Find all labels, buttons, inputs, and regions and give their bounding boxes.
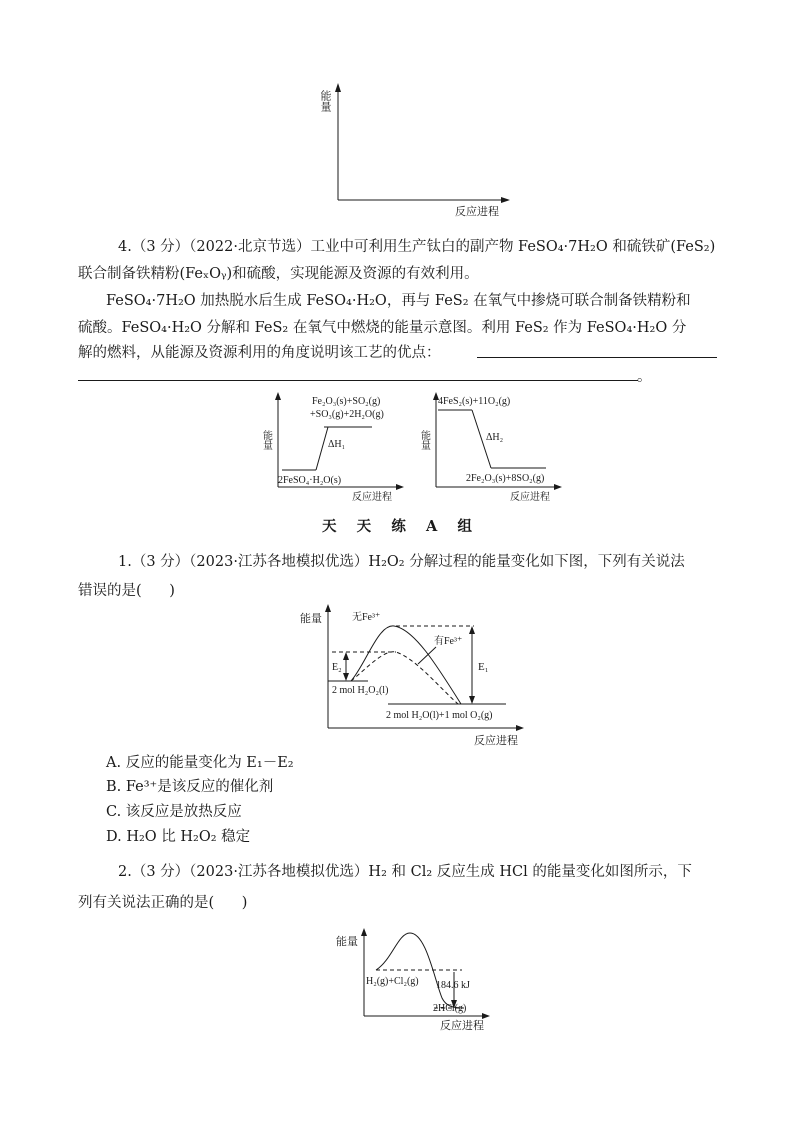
x-axis-arrow [482, 1013, 490, 1019]
q1-line1: 1.（3 分）（2023·江苏各地模拟优选）H₂O₂ 分解过程的能量变化如下图，下列有关说法 [118, 554, 685, 570]
q4-line1 [118, 236, 715, 258]
y-axis-label: 能量 [300, 613, 322, 625]
e2-arrowhead-bottom [343, 673, 349, 681]
q4-answer-blank-1[interactable] [477, 357, 717, 358]
product-label: 2 mol H₂O(l)+1 mol O₂(g) [386, 710, 493, 721]
q1-line2: 错误的是( ) [78, 583, 175, 599]
delta-h-label: 184.6 kJ [436, 980, 470, 991]
q4-meta: （3 分）（2022·北京节选） [131, 239, 311, 255]
x-axis-label: 反应进程 [510, 492, 550, 503]
q4-line3: FeSO₄·7H₂O 加热脱水后生成 FeSO₄·H₂O，再与 FeS₂ 在氧气中掺烧可联合制备铁精粉和 [106, 293, 691, 309]
x-axis-arrow [501, 197, 510, 203]
y-axis-arrow [325, 604, 331, 612]
q2-line1: 2.（3 分）（2023·江苏各地模拟优选）H₂ 和 Cl₂ 反应生成 HCl 的能量变化如图所示，下 [118, 864, 692, 880]
q4-line4: 硫酸。FeSO₄·H₂O 分解和 FeS₂ 在氧气中燃烧的能量示意图。利用 FeS₂ 作为 FeSO₄·H₂O 分 [78, 320, 687, 336]
q2-energy-diagram [334, 928, 499, 1033]
q4-line5: 解的燃料，从能源及资源利用的角度说明该工艺的优点： [78, 345, 441, 361]
y-axis-arrow [275, 392, 281, 400]
q4-answer-blank-2[interactable] [78, 380, 638, 381]
x-axis-arrow [554, 484, 562, 490]
q4-end-mark: 。 [637, 369, 652, 385]
q4-line2: 联合制备铁精粉(FeₓOᵧ)和硫酸，实现能源及资源的有效利用。 [78, 266, 479, 282]
y-axis-label: 能量 [336, 936, 358, 948]
x-axis-label: 反应进程 [440, 1020, 484, 1032]
q2-product-label: 2HCl(g) [433, 1003, 467, 1014]
q1-option-a[interactable]: A. 反应的能量变化为 E₁－E₂ [106, 755, 294, 771]
y-axis-label: 能量 [418, 430, 430, 450]
x-axis-arrow [516, 725, 524, 731]
q1-energy-diagram [296, 604, 531, 749]
reactant-label: H₂(g)+Cl₂(g) [366, 976, 419, 987]
catalyzed-curve [351, 652, 458, 704]
energy-rise-line [316, 427, 328, 470]
section-title: 天 天 练 A 组 [321, 518, 473, 535]
q4-number: 4. [118, 239, 132, 255]
q4-energy-diagram-decomposition [260, 390, 410, 505]
q1-option-b[interactable]: B. Fe³⁺是该反应的催化剂 [106, 779, 274, 795]
x-axis-label: 反应进程 [474, 735, 518, 747]
e1-arrowhead-bottom [469, 696, 475, 704]
x-axis-label: 反应进程 [352, 492, 392, 503]
y-axis-arrow [335, 83, 341, 92]
delta-h1-label: ΔH₁ [328, 439, 346, 450]
blank-energy-axes [315, 80, 515, 220]
y-axis-label: 能量 [260, 430, 272, 450]
y-axis-arrow [361, 928, 367, 936]
catalyzed-label: 有Fe³⁺ [434, 636, 463, 647]
e2-arrowhead-top [343, 652, 349, 660]
uncatalyzed-label: 无Fe³⁺ [352, 612, 381, 623]
e1-arrowhead-top [469, 626, 475, 634]
x-axis-arrow [396, 484, 404, 490]
delta-h2-label: ΔH₂ [486, 432, 504, 443]
product-label-1: Fe₂O₃(s)+SO₂(g) [312, 396, 381, 407]
y-axis-label: 能量 [319, 90, 331, 112]
q2-line2: 列有关说法正确的是( ) [78, 895, 248, 911]
reactant-label: 2 mol H₂O₂(l) [332, 685, 389, 696]
q4-line1-text: 工业中可利用生产钛白的副产物 FeSO₄·7H₂O 和硫铁矿(FeS₂) [310, 239, 716, 255]
q4-energy-diagram-combustion [418, 390, 568, 505]
x-axis-label: 反应进程 [455, 206, 499, 218]
reactant-label: 4FeS₂(s)+11O₂(g) [438, 396, 511, 407]
e1-label: E₁ [478, 661, 489, 673]
q1-option-c[interactable]: C. 该反应是放热反应 [106, 804, 242, 820]
product-label-2: +SO₃(g)+2H₂O(g) [310, 409, 384, 420]
e2-label: E₂ [332, 662, 342, 673]
product-label: 2Fe₂O₃(s)+8SO₂(g) [466, 473, 545, 484]
reactant-label: 2FeSO₄·H₂O(s) [278, 475, 342, 486]
q1-option-d[interactable]: D. H₂O 比 H₂O₂ 稳定 [106, 829, 251, 845]
